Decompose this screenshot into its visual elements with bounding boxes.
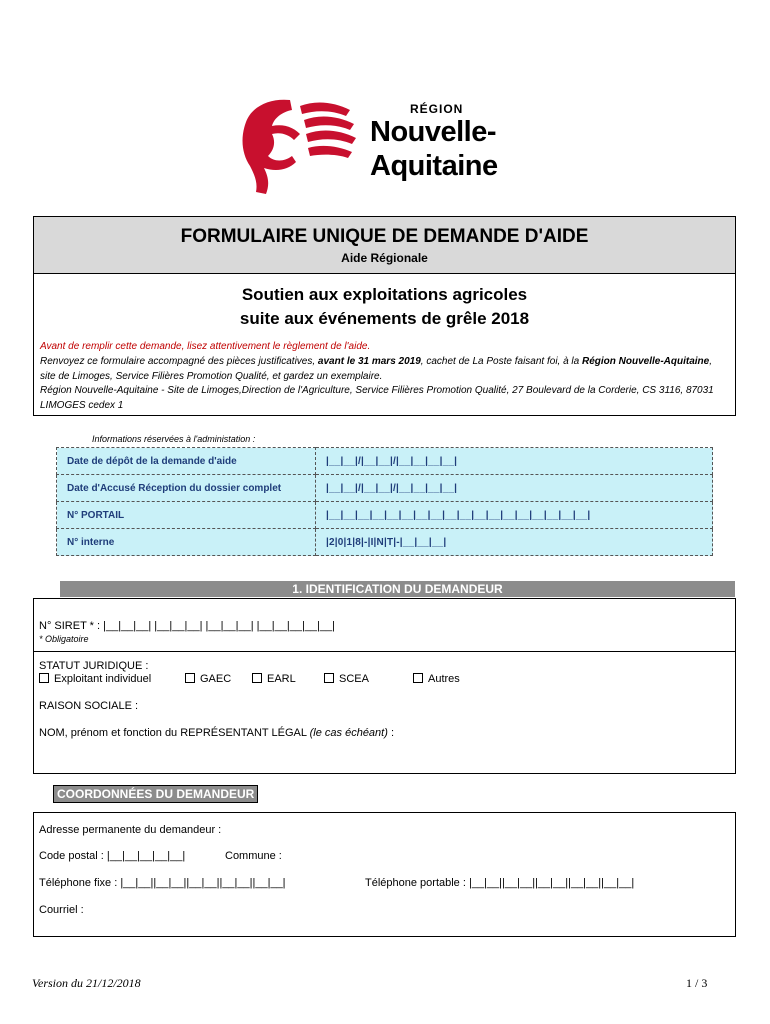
logo-name-line2: Aquitaine	[370, 150, 498, 182]
table-row	[57, 529, 713, 556]
table-row	[57, 448, 713, 475]
checkbox-icon[interactable]	[413, 673, 423, 683]
option-scea[interactable]	[324, 673, 369, 685]
admin-value-field[interactable]: |__|__|/|__|__|/|__|__|__|__|	[316, 448, 713, 475]
admin-caption: Informations réservées à l'administation :	[92, 434, 256, 444]
send-text-a: Renvoyez ce formulaire accompagné des pièces justificatives,	[40, 356, 318, 367]
form-header-box	[33, 216, 736, 416]
statut-label: STATUT JURIDIQUE :	[39, 660, 149, 672]
lion-emblem-icon	[230, 92, 360, 202]
form-title: FORMULAIRE UNIQUE DE DEMANDE D'AIDE	[180, 226, 589, 247]
admin-label: Date de dépôt de la demande d'aide	[57, 448, 316, 475]
admin-label: N° interne	[57, 529, 316, 556]
raison-sociale-field[interactable]: RAISON SOCIALE :	[39, 700, 139, 712]
representant-text-b: (le cas échéant)	[309, 727, 388, 739]
footer-version: Version du 21/12/2018	[32, 976, 141, 990]
option-earl[interactable]	[252, 673, 296, 685]
option-gaec[interactable]	[185, 673, 231, 685]
adresse-field[interactable]: Adresse permanente du demandeur :	[39, 824, 222, 836]
form-subtitle: Aide Régionale	[341, 251, 428, 265]
checkbox-icon[interactable]	[185, 673, 195, 683]
admin-value-field[interactable]: |__|__|/|__|__|/|__|__|__|__|	[316, 475, 713, 502]
checkbox-icon[interactable]	[324, 673, 334, 683]
region-logo	[230, 92, 550, 202]
option-label: Autres	[428, 673, 460, 685]
telephone-portable-field[interactable]: Téléphone portable : |__|__||__|__||__|__||__|__||__|__|	[365, 877, 635, 889]
admin-value-field[interactable]: |2|0|1|8|-|I|N|T|-|__|__|__|	[316, 529, 713, 556]
checkbox-icon[interactable]	[252, 673, 262, 683]
table-row	[57, 502, 713, 529]
program-title-line1: Soutien aux exploitations agricoles	[241, 285, 528, 304]
siret-note: * Obligatoire	[39, 634, 89, 644]
representant-text-c: :	[387, 727, 395, 739]
table-row	[57, 475, 713, 502]
commune-field[interactable]: Commune :	[225, 850, 282, 862]
checkbox-icon[interactable]	[39, 673, 49, 683]
logo-region-text: RÉGION	[410, 102, 464, 116]
intro-warning: Avant de remplir cette demande, lisez attentivement le règlement de l'aide.	[40, 341, 371, 352]
send-text-b: , cachet de La Poste faisant foi, à la	[420, 356, 582, 367]
logo-name-line1: Nouvelle-	[370, 116, 497, 148]
admin-table	[56, 447, 713, 556]
code-postal-field[interactable]: Code postal : |__|__|__|__|__|	[39, 850, 186, 862]
divider	[34, 651, 735, 652]
representant-text-a: NOM, prénom et fonction du REPRÉSENTANT LÉGAL	[39, 727, 310, 739]
section-coordonnees-header: COORDONNÉES DU DEMANDEUR	[54, 786, 257, 802]
identification-box	[33, 598, 736, 774]
admin-label: N° PORTAIL	[57, 502, 316, 529]
coordonnees-box	[33, 812, 736, 937]
admin-value-field[interactable]: |__|__|__|__|__|__|__|__|__|__|__|__|__|__|__|__|__|__|	[316, 502, 713, 529]
send-text-c: , site de Limoges, Service Filières Promotion Qualité, et gardez un exemplaire.	[40, 356, 713, 382]
option-label: Exploitant individuel	[54, 673, 152, 685]
option-autres[interactable]	[413, 673, 460, 685]
page-number: 1 / 3	[686, 976, 708, 990]
siret-field[interactable]: N° SIRET * : |__|__|__| |__|__|__| |__|__|__| |__|__|__|__|__|	[39, 620, 335, 632]
program-title-line2: suite aux événements de grêle 2018	[239, 309, 530, 328]
intro-address: Région Nouvelle-Aquitaine - Site de Limoges,Direction de l'Agriculture, Service Filières Promotion Qualité, 27 Boulevard de la Corderie, CS 3116, 87031 LIMOGES cedex 1	[40, 385, 714, 411]
option-label: SCEA	[339, 673, 369, 685]
option-exploitant-individuel[interactable]	[39, 673, 151, 685]
admin-label: Date d'Accusé Réception du dossier complet	[57, 475, 316, 502]
representant-legal-field[interactable]	[39, 727, 394, 739]
option-label: EARL	[267, 673, 296, 685]
courriel-field[interactable]: Courriel :	[39, 904, 84, 916]
statut-options	[39, 673, 735, 687]
send-deadline: avant le 31 mars 2019	[317, 356, 421, 367]
section-identification-header: 1. IDENTIFICATION DU DEMANDEUR	[60, 581, 735, 597]
title-band	[34, 217, 735, 274]
intro-send-instructions	[40, 354, 729, 384]
send-region: Région Nouvelle-Aquitaine	[582, 356, 710, 367]
telephone-fixe-field[interactable]: Téléphone fixe : |__|__||__|__||__|__||__|__||__|__|	[39, 877, 286, 889]
option-label: GAEC	[200, 673, 232, 685]
